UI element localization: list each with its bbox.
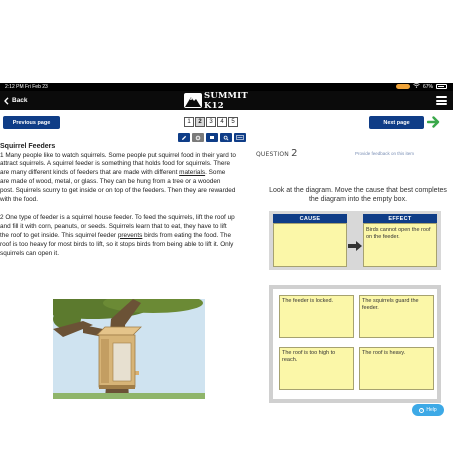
orange-indicator-icon (396, 84, 410, 89)
tool-bar (178, 133, 246, 142)
search-icon[interactable] (220, 133, 232, 142)
flag-icon[interactable] (206, 133, 218, 142)
reading-passage (0, 142, 236, 258)
cause-column (273, 214, 347, 267)
passage-paragraph-2: 2 One type of feeder is a squirrel house feeder. To feed the squirrels, lift the roof up and fill it with corn, peanuts, or seeds. Squirrels learn that to eat, they have to lift the roof to get inside. This squirrel feeder prevents birds from eating the food. The roof is too heavy for most birds to lift, so it stops birds from being able to lift it. Only squirrels can open it. (0, 213, 235, 257)
effect-column (363, 214, 437, 267)
pencil-icon[interactable] (178, 133, 190, 142)
effect-header: EFFECT (363, 214, 437, 223)
wifi-icon (413, 83, 420, 90)
question-label: QUESTION 2 (256, 148, 298, 159)
question-circle-icon: ? (420, 408, 423, 412)
battery-percent: 67% (422, 83, 433, 90)
cause-header: CAUSE (273, 214, 347, 223)
previous-page-button[interactable]: Previous page (3, 116, 60, 129)
hamburger-menu-icon[interactable] (436, 96, 447, 105)
chevron-left-icon (4, 97, 9, 105)
brand-logo (184, 90, 268, 111)
arrow-right-icon (348, 241, 362, 251)
page-1-button[interactable]: 1 (184, 117, 194, 127)
help-label: Help (426, 407, 437, 413)
passage-paragraph-1: 1 Many people like to watch squirrels. Some people put squirrel food in their yard to attract squirrels. A squirrel feeder is something that holds food for squirrels. There are many different kinds of feeders that are made with different materials. Some are made of wood, metal, or glass. They can be hung from a tree or a wooden post. Squirrels scurry to get inside or on top of the feeders. Then they are rewarded with the food. (0, 151, 236, 204)
app-header (0, 91, 453, 110)
cause-effect-diagram (269, 211, 441, 270)
underlined-word-materials: materials (179, 169, 206, 177)
page-4-button[interactable]: 4 (217, 117, 227, 127)
line-reader-icon[interactable] (234, 133, 246, 142)
help-button[interactable] (412, 404, 444, 416)
gear-icon[interactable] (192, 133, 204, 142)
underlined-word-prevents: prevents (117, 231, 143, 239)
status-time: 2:12 PM Fri Feb 23 (5, 84, 48, 90)
page-selector (184, 117, 238, 127)
question-instructions: Look at the diagram. Move the cause that best completes the diagram into the empty box. (269, 187, 447, 203)
effect-box: Birds cannot open the roof on the feeder. (363, 223, 437, 267)
brand-text: SUMMIT K12 (204, 90, 248, 111)
page-2-button[interactable]: 2 (195, 117, 205, 127)
answer-choice-guard[interactable]: The squirrels guard the feeder. (359, 295, 434, 338)
back-button[interactable] (4, 95, 28, 106)
back-label: Back (12, 97, 28, 104)
answer-choice-too-high[interactable]: The roof is too high to reach. (279, 347, 354, 390)
question-number: 2 (291, 148, 298, 159)
feedback-link[interactable]: Provide feedback on this item (355, 151, 415, 156)
status-right (396, 83, 447, 90)
battery-icon (436, 84, 447, 89)
answer-choice-locked[interactable]: The feeder is locked. (279, 295, 354, 338)
cause-drop-zone[interactable] (273, 223, 347, 267)
page-3-button[interactable]: 3 (206, 117, 216, 127)
answer-choices-area (273, 289, 437, 399)
page-5-button[interactable]: 5 (228, 117, 238, 127)
next-page-button[interactable]: Next page (369, 116, 424, 129)
arrow-right-icon[interactable] (427, 115, 440, 129)
mountain-logo-icon (184, 93, 202, 108)
passage-title: Squirrel Feeders (0, 143, 56, 150)
answer-choices-tray (269, 285, 441, 403)
squirrel-feeder-illustration (53, 299, 205, 399)
answer-choice-heavy[interactable]: The roof is heavy. (359, 347, 434, 390)
